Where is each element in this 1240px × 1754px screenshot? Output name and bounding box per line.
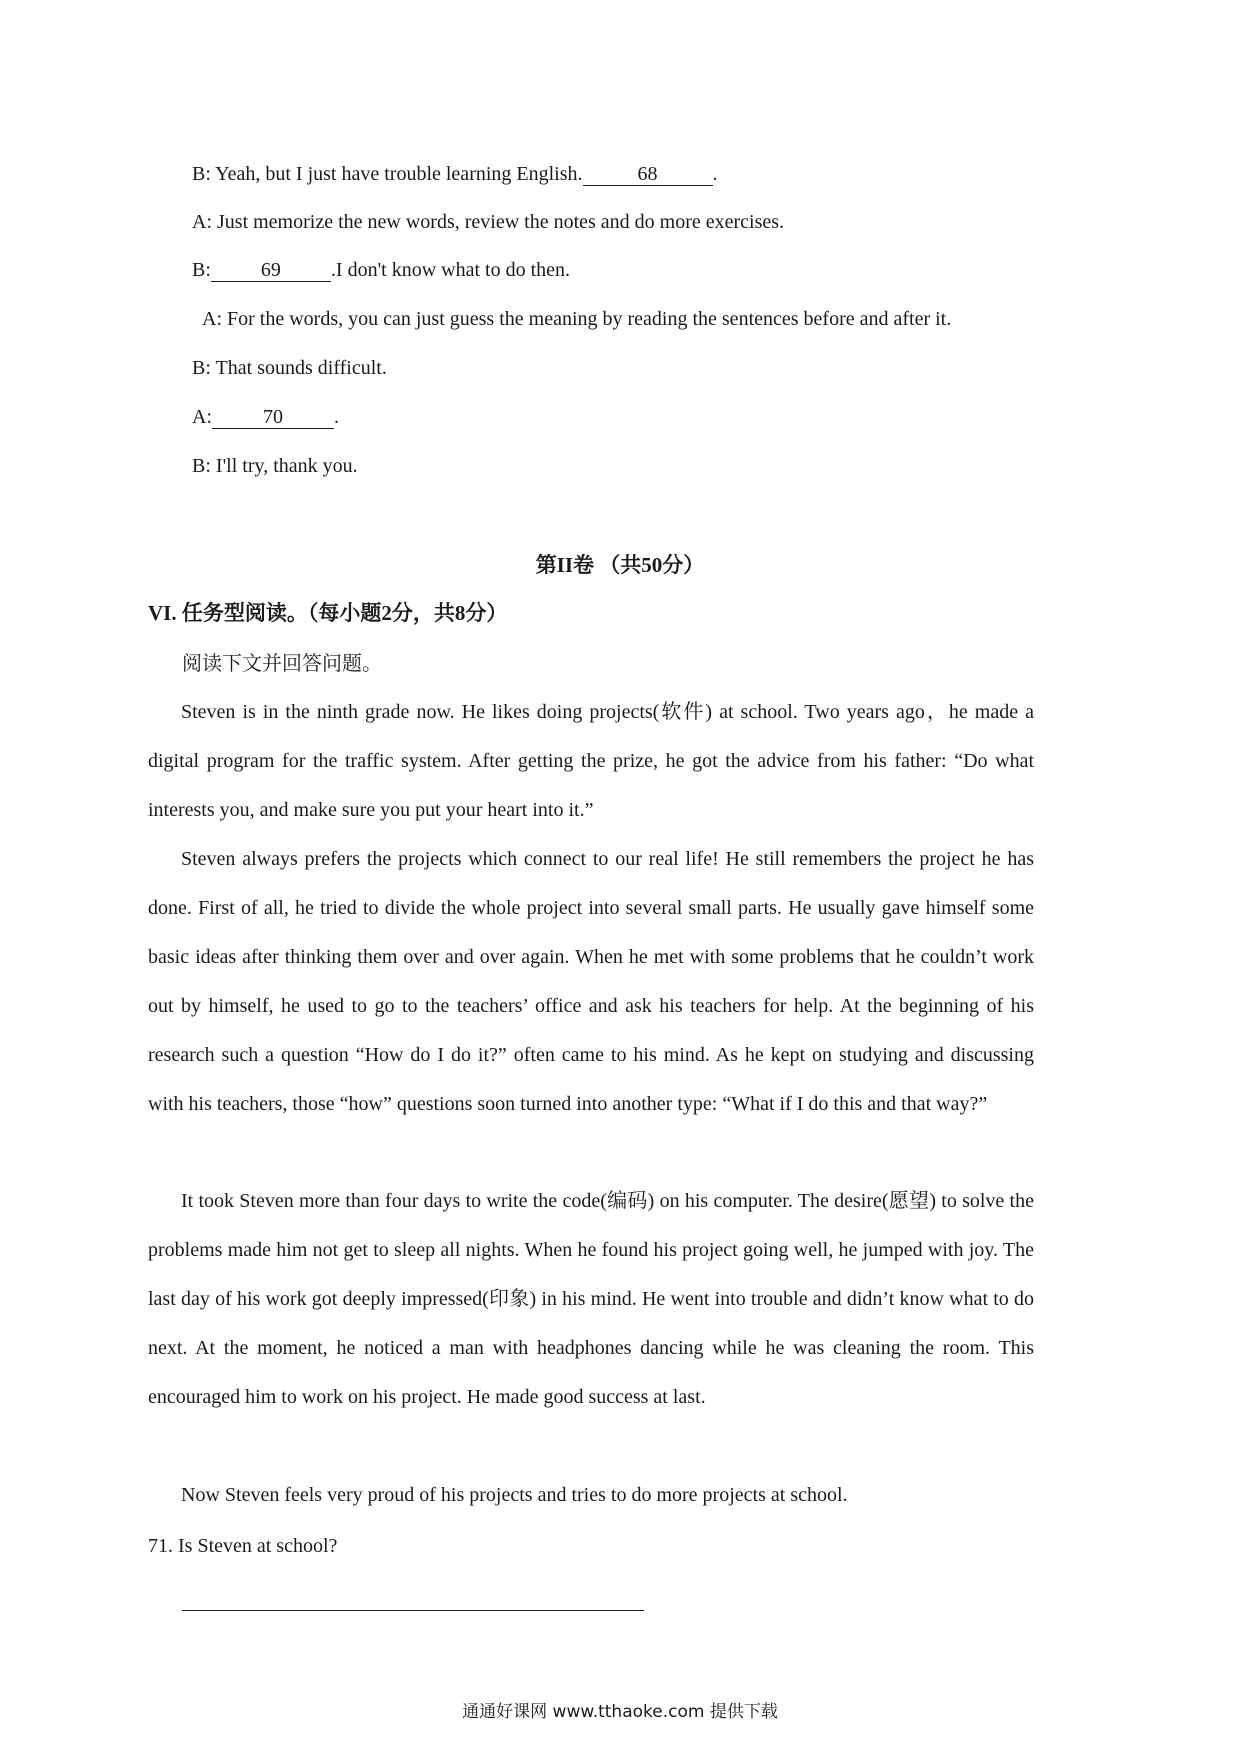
page-footer: 通通好课网 www.tthaoke.com 提供下载	[462, 1702, 778, 1722]
passage-paragraph: It took Steven more than four days to write the code(编码) on his computer. The desire(愿望) to solve the problems made him not get to sleep all nights. When he found his project going well, he jumped with joy. The last day of his work got deeply impressed(印象) in his mind. He went into trouble and didn’t know what to do next. At the moment, he noticed a man with headphones dancing while he was cleaning the room. This encouraged him to work on his project. He made good success at last.	[148, 1190, 1034, 1408]
dialogue-text: That sounds difficult.	[210, 357, 387, 379]
speaker-label: B:	[192, 455, 211, 477]
dialogue-line-b-69	[192, 256, 570, 284]
speaker-label: A:	[192, 211, 212, 233]
dialogue-line-b	[192, 354, 387, 382]
dialogue-text: For the words, you can just guess the meaning by reading the sentences before and after it.	[222, 308, 952, 330]
speaker-label: B:	[192, 259, 211, 281]
passage-paragraph: Steven always prefers the projects which connect to our real life! He still remembers the project he has done. First of all, he tried to divide the whole project into several small parts. He usually gave himself some basic ideas after thinking them over and over again. When he met with some problems that he couldn’t work out by himself, he used to go to the teachers’ office and ask his teachers for help. At the beginning of his research such a question “How do I do it?” often came to his mind. As he kept on studying and discussing with his teachers, those “how” questions soon turned into another type: “What if I do this and that way?”	[148, 848, 1034, 1115]
dialogue-text: .	[712, 163, 718, 185]
part-title: 第II卷 （共50分）	[535, 553, 705, 577]
passage-paragraph: Steven is in the ninth grade now. He likes doing projects(软件) at school. Two years ago，he made a digital program for the traffic system. After getting the prize, he got the advice from his father: “Do what interests you, and make sure you put your heart into it.”	[148, 701, 1034, 821]
speaker-label: A:	[192, 406, 212, 428]
section-instruction: 阅读下文并回答问题。	[182, 653, 382, 675]
dialogue-line-b	[192, 452, 358, 480]
question-number: 71.	[148, 1535, 173, 1557]
question-71	[148, 1532, 337, 1560]
dialogue-line-a-70	[192, 403, 339, 431]
speaker-label: B:	[192, 357, 211, 379]
question-text: Is Steven at school?	[178, 1535, 338, 1557]
answer-blank[interactable]: 68	[583, 163, 713, 186]
answer-line[interactable]	[182, 1610, 644, 1611]
dialogue-text: I'll try, thank you.	[210, 455, 358, 477]
dialogue-text: Just memorize the new words, review the notes and do more exercises.	[212, 211, 785, 233]
speaker-label: A:	[202, 308, 222, 330]
dialogue-text: Yeah, but I just have trouble learning English.	[210, 163, 583, 185]
dialogue-line-a	[192, 208, 784, 236]
dialogue-text: .I don't know what to do then.	[330, 259, 571, 281]
dialogue-line-b-68	[192, 160, 718, 188]
answer-blank[interactable]: 70	[212, 406, 334, 429]
speaker-label: B:	[192, 163, 211, 185]
dialogue-line-a	[202, 305, 951, 333]
answer-blank[interactable]: 69	[211, 259, 331, 282]
section-heading: VI. 任务型阅读。（每小题2分，共8分）	[148, 601, 508, 625]
dialogue-text: .	[334, 406, 339, 428]
passage-paragraph: Now Steven feels very proud of his projects and tries to do more projects at school.	[181, 1484, 848, 1506]
